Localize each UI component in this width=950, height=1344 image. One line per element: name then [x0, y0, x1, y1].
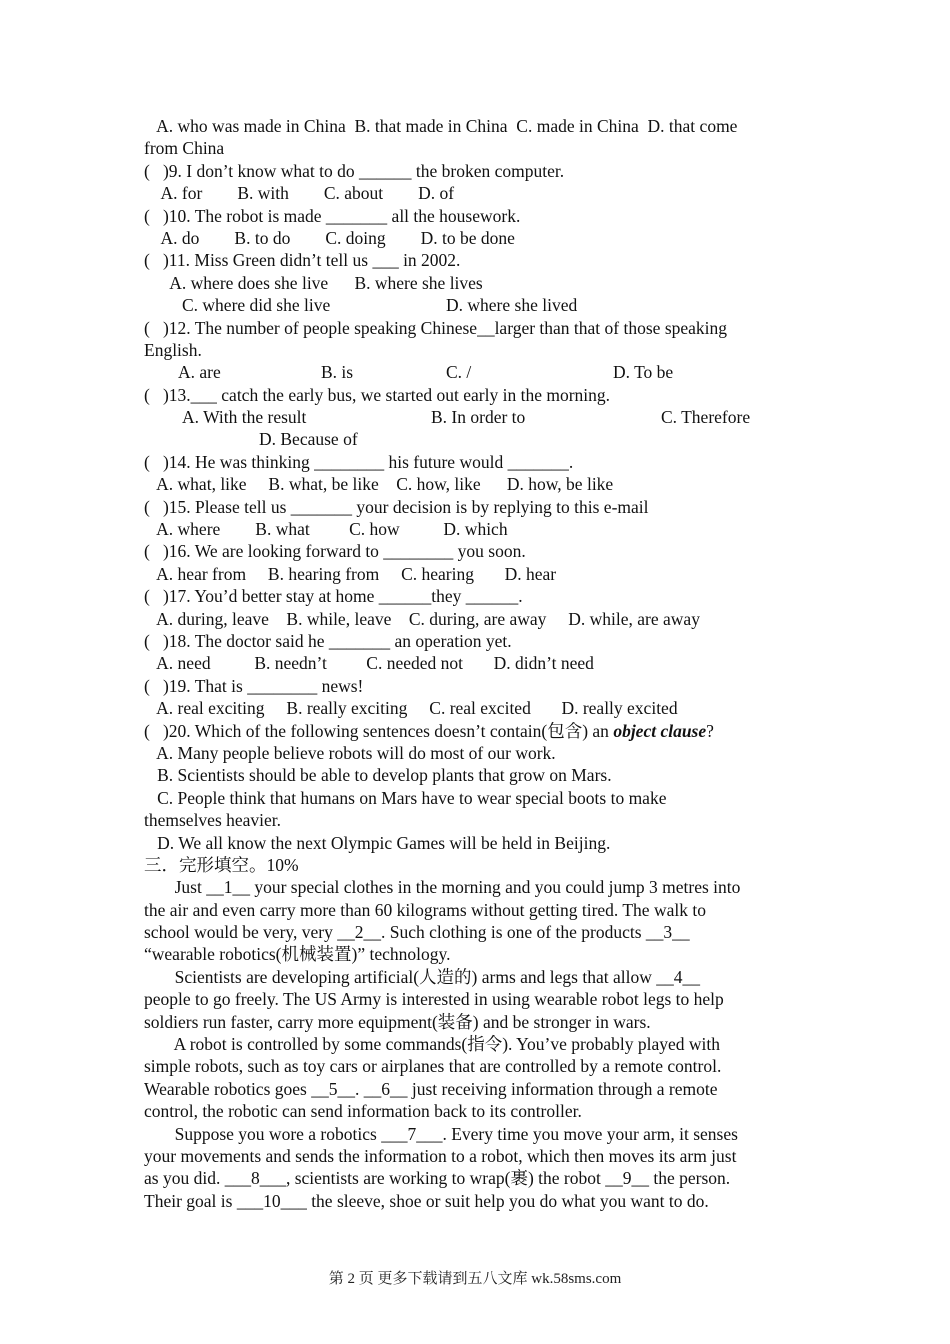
cloze-paragraph-2: [144, 966, 814, 1033]
cloze-p2-line: Scientists are developing artificial(人造的) arms and legs that allow __4__: [144, 966, 700, 987]
q12-stem: ( )12. The number of people speaking Chinese__larger than that of those speaking: [144, 317, 728, 338]
cloze-p3-line: simple robots, such as toy cars or airplanes that are controlled by a remote control.: [144, 1056, 722, 1077]
q16-options: A. hear from B. hearing from C. hearing D. hear: [144, 563, 557, 584]
cloze-p4-line: as you did. ___8___, scientists are working to wrap(裹) the robot __9__ the person.: [144, 1168, 731, 1189]
cloze-paragraph-1: [144, 876, 814, 966]
q15-options: A. where B. what C. how D. which: [144, 519, 508, 540]
q13-option-b: B. In order to: [431, 407, 526, 428]
cloze-p1-line: “wearable robotics(机械装置)” technology.: [144, 944, 451, 965]
q13-option-c: C. Therefore: [661, 407, 751, 428]
q9-stem: ( )9. I don’t know what to do ______ the broken computer.: [144, 160, 565, 181]
cloze-p2-line: people to go freely. The US Army is interested in using wearable robot legs to help: [144, 989, 724, 1010]
q11-stem: ( )11. Miss Green didn’t tell us ___ in 2002.: [144, 250, 461, 271]
q11-options-cd: [144, 294, 814, 316]
q11-option-c: C. where did she live: [182, 295, 331, 316]
cloze-p3-line: A robot is controlled by some commands(指令). You’ve probably played with: [144, 1034, 720, 1055]
q12-option-c: C. /: [446, 362, 472, 383]
q20-option-d: D. We all know the next Olympic Games will be held in Beijing.: [144, 832, 611, 853]
q11-option-d: D. where she lived: [446, 295, 578, 316]
exam-page: [144, 115, 814, 1212]
q20-stem-pre: ( )20. Which of the following sentences doesn’t contain(包含) an: [144, 720, 614, 741]
q9-options: A. for B. with C. about D. of: [144, 183, 455, 204]
q15-stem: ( )15. Please tell us _______ your decision is by replying to this e-mail: [144, 496, 649, 517]
q20-option-b: B. Scientists should be able to develop plants that grow on Mars.: [144, 765, 612, 786]
q13-options-abc: [144, 406, 814, 428]
q12-options: [144, 361, 814, 383]
q20-stem-post: ?: [706, 720, 714, 741]
q12-option-a: A. are: [178, 362, 221, 383]
q13-options-d: [144, 428, 814, 450]
q20-option-c2: themselves heavier.: [144, 810, 282, 831]
page-footer: 第 2 页 更多下载请到五八文库 wk.58sms.com: [328, 1271, 622, 1287]
q13-stem: ( )13.___ catch the early bus, we started out early in the morning.: [144, 384, 611, 405]
q13-option-a: A. With the result: [182, 407, 307, 428]
q10-stem: ( )10. The robot is made _______ all the housework.: [144, 205, 521, 226]
cloze-p3-line: control, the robotic can send information back to its controller.: [144, 1101, 582, 1122]
q20-stem: [144, 720, 814, 742]
q10-options: A. do B. to do C. doing D. to be done: [144, 227, 515, 248]
q8-options-line2: from China: [144, 138, 225, 159]
q18-stem: ( )18. The doctor said he _______ an operation yet.: [144, 630, 512, 651]
q13-option-d: D. Because of: [259, 429, 358, 450]
cloze-paragraph-3: [144, 1033, 814, 1123]
cloze-p4-line: Their goal is ___10___ the sleeve, shoe or suit help you do what you want to do.: [144, 1190, 709, 1211]
section-3-heading: 三．完形填空。10%: [144, 854, 299, 875]
cloze-p1-line: the air and even carry more than 60 kilograms without getting tired. The walk to: [144, 899, 706, 920]
q17-options: A. during, leave B. while, leave C. during, are away D. while, are away: [144, 608, 700, 629]
cloze-p3-line: Wearable robotics goes __5__. __6__ just receiving information through a remote: [144, 1078, 718, 1099]
q12-stem-cont: English.: [144, 339, 202, 360]
q19-options: A. real exciting B. really exciting C. real excited D. really excited: [144, 698, 678, 719]
cloze-p2-line: soldiers run faster, carry more equipment(装备) and be stronger in wars.: [144, 1011, 651, 1032]
q20-option-c1: C. People think that humans on Mars have to wear special boots to make: [144, 787, 667, 808]
q11-options-ab: A. where does she live B. where she lives: [144, 272, 483, 293]
q20-option-a: A. Many people believe robots will do most of our work.: [144, 742, 556, 763]
q14-options: A. what, like B. what, be like C. how, like D. how, be like: [144, 474, 614, 495]
q14-stem: ( )14. He was thinking ________ his future would _______.: [144, 451, 574, 472]
q12-option-d: D. To be: [613, 362, 674, 383]
cloze-paragraph-4: [144, 1123, 814, 1213]
q12-option-b: B. is: [321, 362, 354, 383]
cloze-p1-line: school would be very, very __2__. Such clothing is one of the products __3__: [144, 922, 690, 943]
q17-stem: ( )17. You’d better stay at home ______they ______.: [144, 586, 523, 607]
q19-stem: ( )19. That is ________ news!: [144, 675, 364, 696]
cloze-p4-line: Suppose you wore a robotics ___7___. Every time you move your arm, it senses: [144, 1123, 738, 1144]
q18-options: A. need B. needn’t C. needed not D. didn’t need: [144, 653, 594, 674]
q8-options-line1: A. who was made in China B. that made in China C. made in China D. that come: [144, 116, 738, 136]
cloze-p1-line: Just __1__ your special clothes in the morning and you could jump 3 metres into: [144, 877, 741, 898]
cloze-p4-line: your movements and sends the information to a robot, which then moves its arm just: [144, 1145, 737, 1166]
q16-stem: ( )16. We are looking forward to ________ you soon.: [144, 541, 526, 562]
q20-stem-emphasis: object clause: [613, 720, 707, 741]
